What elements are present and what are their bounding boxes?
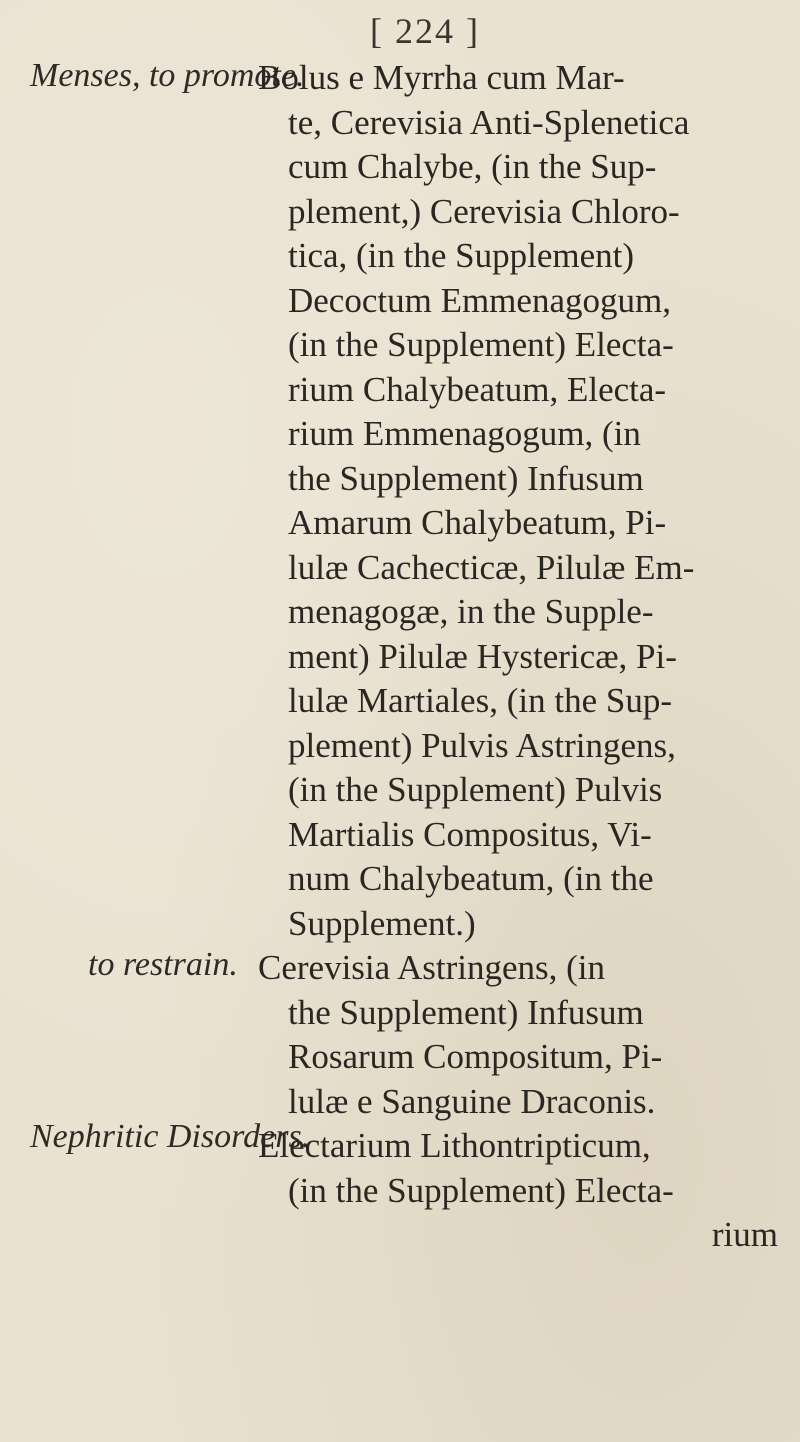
text-line: lulæ e Sanguine Draconis. [288,1081,656,1121]
catchword: rium [711,1215,778,1254]
text-line: cum Chalybe, (in the Sup- [288,147,657,186]
text-line: Bolus e Myrrha cum Mar- [258,58,625,97]
text-line: (in the Supplement) Pulvis [288,770,663,809]
text-line: rium Chalybeatum, Electa- [288,369,667,409]
text-line: Rosarum Compositum, Pi- [288,1037,663,1076]
text-line: plement) Pulvis Astringens, [288,725,676,765]
text-line: menagogæ, in the Supple- [288,592,654,631]
text-line: Supplement.) [288,903,476,943]
page-number: [ 224 ] [370,11,480,51]
margin-note-menses: Menses, to promote. [30,57,305,94]
text-line: (in the Supplement) Electa- [288,325,674,364]
text-line: Martialis Compositus, Vi- [288,814,652,854]
text-line: Decoctum Emmenagogum, [288,280,671,320]
text-line: Cerevisia Astringens, (in [258,948,606,987]
text-line: plement,) Cerevisia Chloro- [288,191,680,231]
text-line: (in the Supplement) Electa- [288,1170,674,1210]
text-line: tica, (in the Supplement) [288,236,635,275]
text-line: lulæ Cachecticæ, Pilulæ Em- [288,547,695,587]
margin-note-restrain: to restrain. [88,946,238,983]
text-line: the Supplement) Infusum [288,458,644,498]
text-line: lulæ Martiales, (in the Sup- [288,681,672,720]
text-line: rium Emmenagogum, (in [288,414,641,453]
body-text [258,56,788,1258]
text-line: te, Cerevisia Anti-Splenetica [288,102,690,142]
text-line: Electarium Lithontripticum, [258,1126,651,1165]
text-line: ment) Pilulæ Hystericæ, Pi- [288,636,677,676]
text-line: the Supplement) Infusum [288,992,644,1032]
text-line: Amarum Chalybeatum, Pi- [288,503,667,542]
margin-note-nephritic: Nephritic Disorders. [30,1118,311,1155]
text-line: num Chalybeatum, (in the [288,859,654,898]
